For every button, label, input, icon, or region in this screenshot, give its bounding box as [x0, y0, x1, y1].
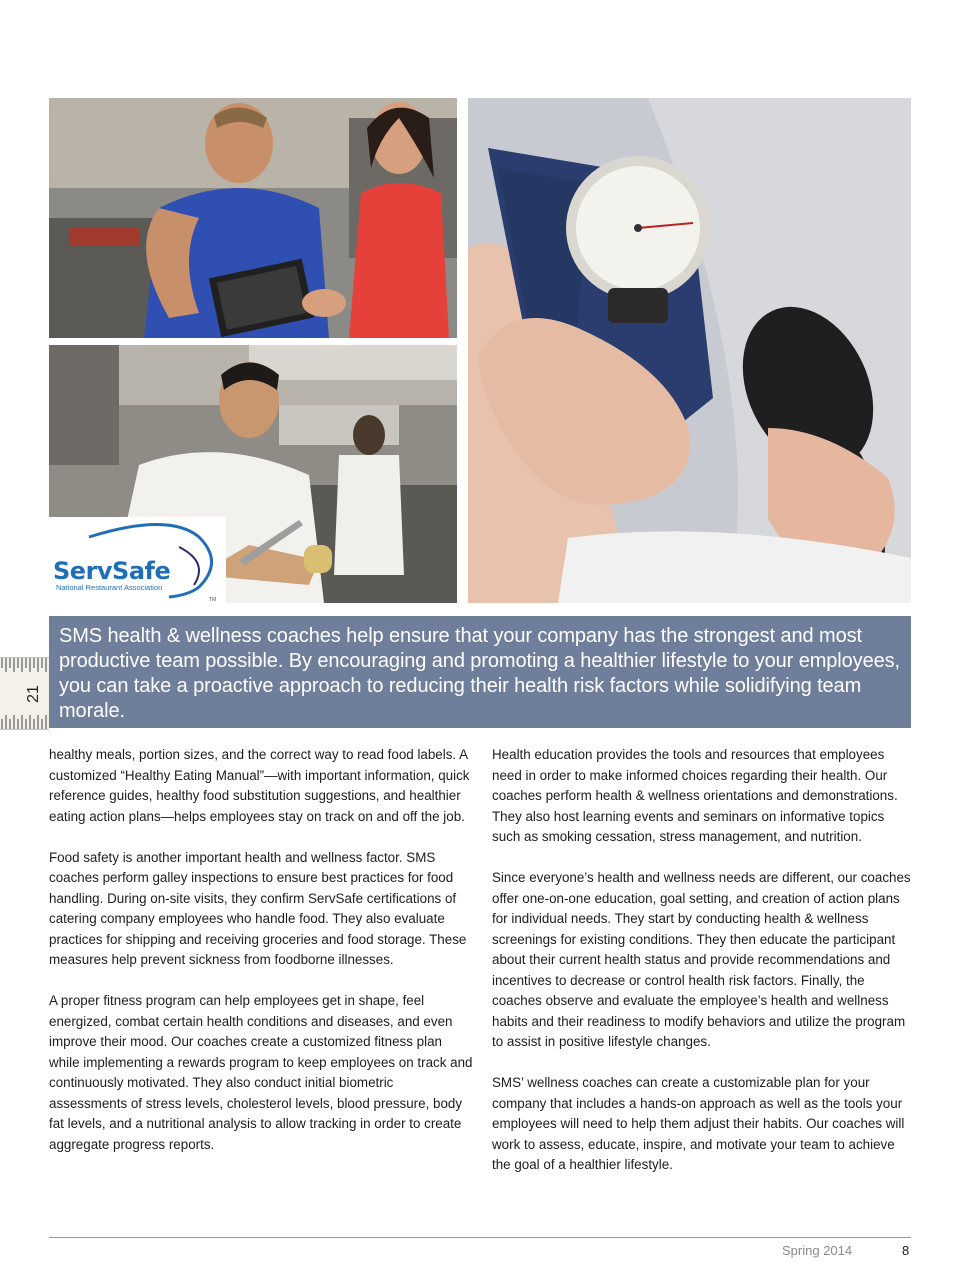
paragraph: Since everyone’s health and wellness needs are different, our coaches offer one-on-one education, goal setting, and creation of action plans for individual needs. They start by conducting health & wellness screenings for existing conditions. They then educate the participant about their current health status and provide recommendations and incentives to decrease or control health risk factors. Finally, the coaches observe and evaluate the employee’s health and wellness habits and their readiness to modify behaviors and utilize the program to assist in positive lifestyle changes.: [492, 870, 911, 1049]
logo-trademark: TM: [209, 597, 217, 603]
paragraph: Health education provides the tools and resources that employees need in order to make informed choices regarding their health. Our coaches perform health & wellness orientations and demonstrations. They also host learning events and seminars on informative topics such as smoking cessation, stress management, and nutrition.: [492, 747, 898, 844]
blood-pressure-photo: [468, 98, 911, 603]
tape-number: 21: [25, 685, 42, 703]
right-column: [492, 745, 914, 1196]
paragraph: Food safety is another important health and wellness factor. SMS coaches perform galley inspections to ensure best practices for food handling. During on-site visits, they confirm ServSafe certifications of catering company employees who handle food. They also evaluate practices for shipping and receiving groceries and food storage. These measures help prevent sickness from foodborne illnesses.: [49, 849, 467, 967]
measuring-tape-graphic: [0, 657, 49, 730]
gym-trainer-photo: [49, 98, 457, 338]
paragraph: healthy meals, portion sizes, and the correct way to read food labels. A customized “Healthy Eating Manual”—with important information, quick reference guides, healthy food substitution suggestions, and healthier eating action plans—helps employees stay on track on and off the job.: [49, 747, 470, 824]
banner-text: SMS health & wellness coaches help ensure that your company has the strongest and most productive team possible. By encouraging and promoting a healthier lifestyle to your employees, you can take a proactive approach to reducing their health risk factors while solidifying team morale.: [59, 625, 900, 722]
page-number: 8: [902, 1243, 910, 1258]
footer-divider: [49, 1237, 911, 1238]
logo-subtitle: National Restaurant Association: [56, 583, 163, 592]
intro-banner: [49, 616, 911, 728]
footer-issue-date: Spring 2014: [782, 1243, 853, 1258]
paragraph: SMS’ wellness coaches can create a customizable plan for your company that includes a hands-on approach as well as the tools your employees will need to help them adjust their habits. Our coaches will work to assess, educate, inspire, and motivate your team to achieve the goal of a healthier lifestyle.: [492, 1075, 905, 1172]
paragraph: A proper fitness program can help employees get in shape, feel energized, combat certain health conditions and diseases, and even improve their mood. Our coaches create a customized fitness plan while implementing a rewards program to keep employees on track and continuously motivated. They also conduct initial biometric assessments of stress levels, cholesterol levels, blood pressure, body fat levels, and a nutritional analysis to allow tracking in order to create aggregate progress reports.: [49, 993, 473, 1152]
left-column: [49, 745, 473, 1176]
logo-wordmark: ServSafe: [53, 557, 171, 585]
servsafe-logo: [49, 517, 226, 603]
